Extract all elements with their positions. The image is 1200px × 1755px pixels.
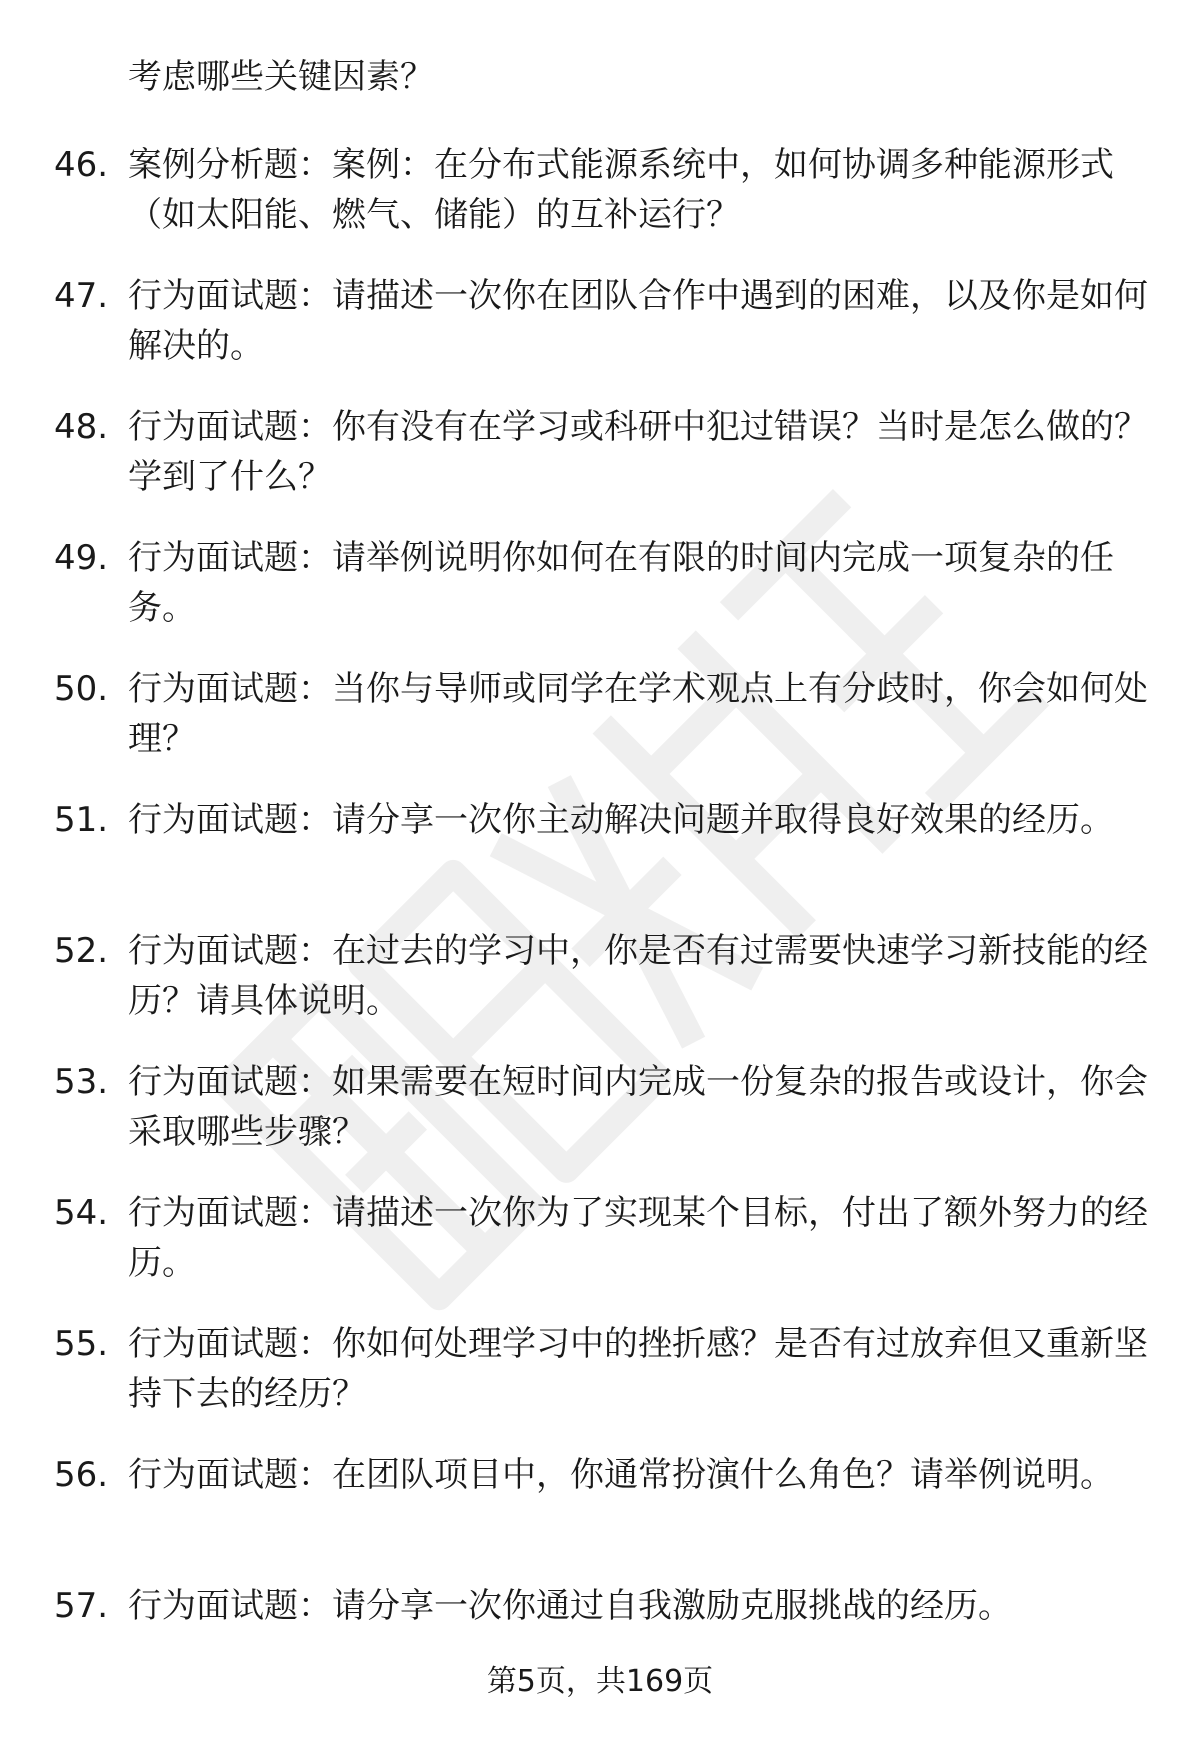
continued-question-text: 考虑哪些关键因素？ [128,57,434,97]
question-text: 行为面试题：请描述一次你为了实现某个目标，付出了额外努力的经历。 [128,1193,1148,1283]
question-text: 行为面试题：如果需要在短时间内完成一份复杂的报告或设计，你会采取哪些步骤？ [128,1062,1148,1152]
question-number: 47. [54,276,109,316]
question-item [0,795,1200,926]
question-text: 案例分析题：案例：在分布式能源系统中，如何协调多种能源形式（如太阳能、燃气、储能）的互补运行？ [128,145,1114,235]
question-text: 行为面试题：请分享一次你通过自我激励克服挑战的经历。 [128,1586,1012,1626]
question-item [0,926,1200,1057]
question-number: 46. [54,145,109,185]
question-item [0,1450,1200,1581]
question-number: 52. [54,931,109,971]
question-number: 55. [54,1324,109,1364]
question-item [0,140,1200,271]
question-item [0,533,1200,664]
question-text: 行为面试题：在过去的学习中，你是否有过需要快速学习新技能的经历？请具体说明。 [128,931,1148,1021]
question-list [0,140,1200,1712]
question-text: 行为面试题：你有没有在学习或科研中犯过错误？当时是怎么做的？学到了什么？ [128,407,1148,497]
question-item [0,271,1200,402]
question-number: 53. [54,1062,109,1102]
question-number: 57. [54,1586,109,1626]
page-footer: 第5页，共169页 [486,1664,714,1699]
question-text: 行为面试题：请举例说明你如何在有限的时间内完成一项复杂的任务。 [128,538,1114,628]
question-item [0,1188,1200,1319]
question-item [0,1057,1200,1188]
question-text: 行为面试题：请描述一次你在团队合作中遇到的困难，以及你是如何解决的。 [128,276,1148,366]
question-item [0,1319,1200,1450]
question-number: 54. [54,1193,109,1233]
question-item [0,402,1200,533]
question-number: 48. [54,407,109,447]
question-number: 56. [54,1455,109,1495]
question-text: 行为面试题：请分享一次你主动解决问题并取得良好效果的经历。 [128,800,1114,840]
question-text: 行为面试题：你如何处理学习中的挫折感？是否有过放弃但又重新坚持下去的经历？ [128,1324,1148,1414]
question-text: 行为面试题：当你与导师或同学在学术观点上有分歧时，你会如何处理？ [128,669,1148,759]
question-number: 50. [54,669,109,709]
question-number: 49. [54,538,109,578]
question-item [0,664,1200,795]
question-text: 行为面试题：在团队项目中，你通常扮演什么角色？请举例说明。 [128,1455,1114,1495]
question-number: 51. [54,800,109,840]
